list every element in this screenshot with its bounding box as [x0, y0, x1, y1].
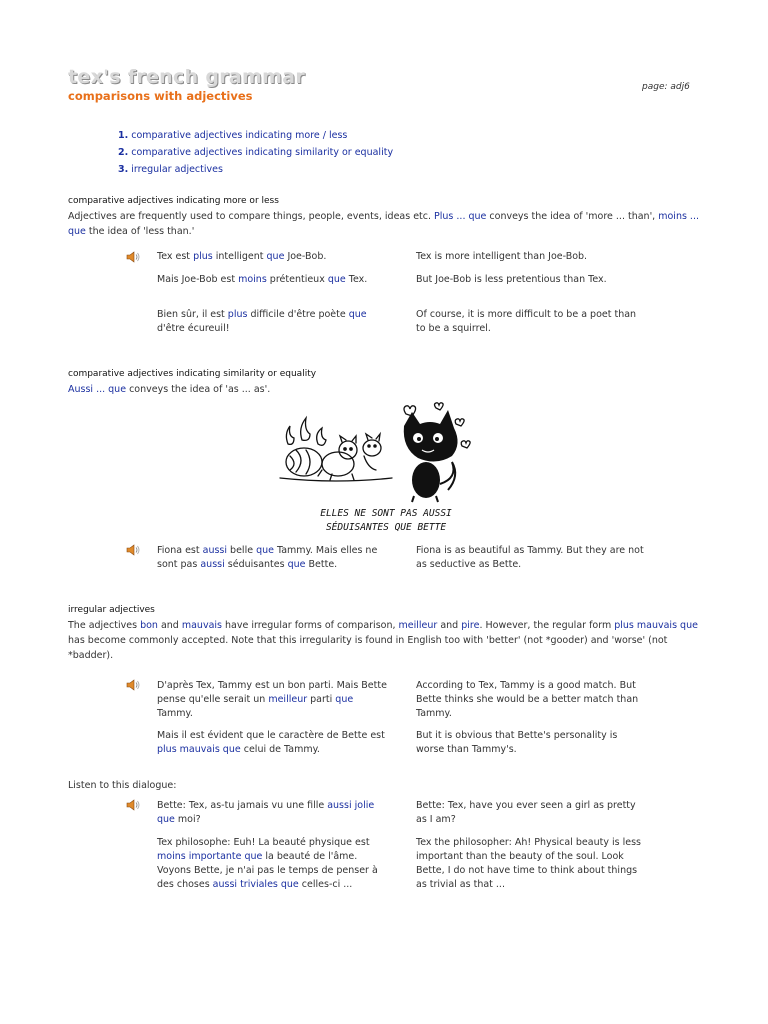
text-segment: Tammy. [157, 708, 193, 719]
example-french [157, 679, 387, 721]
highlighted-term: aussi [200, 559, 225, 570]
speaker-icon[interactable] [126, 679, 140, 691]
text-segment: belle [227, 545, 257, 556]
text-segment: séduisantes [224, 559, 288, 570]
highlighted-term: que [348, 309, 367, 320]
text-segment: conveys the idea of 'as ... as'. [126, 384, 271, 395]
toc-link[interactable]: comparative adjectives indicating similarity or equality [131, 147, 394, 158]
highlighted-term: que [327, 274, 346, 285]
text-segment: Mais il est évident que le caractère de Bette est [157, 730, 385, 741]
highlighted-term: que [335, 694, 354, 705]
example-french [157, 729, 387, 757]
text-segment: Adjectives are frequently used to compare things, people, events, ideas etc. [68, 211, 435, 222]
dialogue-intro: Listen to this dialogue: [68, 780, 177, 791]
section-intro-irregular [68, 618, 708, 663]
highlighted-term: que [266, 251, 285, 262]
highlighted-term: moins [238, 274, 267, 285]
example-french [157, 250, 387, 264]
toc-item[interactable]: 2. comparative adjectives indicating similarity or equality [118, 147, 394, 158]
cartoon-caption-line1: ELLES NE SONT PAS AUSSI [320, 508, 452, 519]
highlighted-term: moins importante que [157, 851, 263, 862]
section-heading-equality: comparative adjectives indicating similarity or equality [68, 369, 317, 379]
example-french [157, 836, 387, 892]
highlighted-term: Aussi ... que [68, 384, 127, 395]
speaker-icon[interactable] [126, 544, 140, 556]
example-english: Bette: Tex, have you ever seen a girl as pretty as I am? [416, 800, 636, 825]
highlighted-term: Plus ... que [434, 211, 487, 222]
text-segment: and [157, 620, 182, 631]
site-title: tex's french grammar [68, 66, 305, 88]
text-segment: Bien sûr, il est [157, 309, 228, 320]
toc-item[interactable]: 1. comparative adjectives indicating more / less [118, 130, 348, 141]
example-french [157, 308, 387, 336]
highlighted-term: plus [193, 251, 213, 262]
text-segment: parti [307, 694, 336, 705]
highlighted-term: meilleur [398, 620, 438, 631]
text-segment: la beauté de l'âme. Voyons Bette, je n'ai pas le temps de penser à des choses [157, 851, 378, 890]
highlighted-term: que [287, 559, 306, 570]
text-segment: difficile d'être poète [247, 309, 349, 320]
text-segment: celui de Tammy. [240, 744, 320, 755]
highlighted-term: que [256, 545, 274, 556]
example-english: Tex the philosopher: Ah! Physical beauty is less important than the beauty of the soul. Look Bette, I do not have time to think about things as trivial as that ... [416, 837, 641, 890]
text-segment: Bette: Tex, as-tu jamais vu une fille [157, 800, 328, 811]
text-segment: Mais Joe-Bob est [157, 274, 239, 285]
highlighted-term: bon [140, 620, 158, 631]
example-french [157, 799, 387, 827]
highlighted-term: plus mauvais que [157, 744, 241, 755]
highlighted-term: aussi jolie que [157, 800, 375, 825]
highlighted-term: pire [461, 620, 480, 631]
text-segment: conveys the idea of 'more ... than', [486, 211, 659, 222]
text-segment: Bette. [305, 559, 338, 570]
example-english: According to Tex, Tammy is a good match. But Bette thinks she would be a better match than Tammy. [416, 680, 639, 719]
page-reference: page: adj6 [642, 82, 690, 92]
section-heading-irregular: irregular adjectives [68, 605, 155, 615]
text-segment: prétentieux [266, 274, 328, 285]
text-segment: Joe-Bob. [284, 251, 327, 262]
text-segment: Tex. [345, 274, 368, 285]
section-heading-more-less: comparative adjectives indicating more or less [68, 196, 279, 206]
toc-link[interactable]: comparative adjectives indicating more / less [131, 130, 348, 141]
text-segment: . However, the regular form [479, 620, 615, 631]
example-english: Tex is more intelligent than Joe-Bob. [416, 251, 588, 262]
text-segment: has become commonly accepted. Note that this irregularity is found in English too with 'better' (not *gooder) and 'worse' (not *badder). [68, 635, 668, 661]
table-of-contents [118, 127, 393, 178]
example-english: But Joe-Bob is less pretentious than Tex. [416, 274, 607, 285]
speaker-icon[interactable] [126, 799, 140, 811]
text-segment: The adjectives [68, 620, 141, 631]
text-segment: Tex est [157, 251, 194, 262]
toc-link[interactable]: irregular adjectives [131, 164, 223, 175]
text-segment: Fiona est [157, 545, 203, 556]
text-segment: D'après Tex, Tammy est un bon parti. Mais Bette pense qu'elle serait un [157, 680, 387, 705]
text-segment: and [437, 620, 462, 631]
section-intro-equality [68, 382, 708, 397]
text-segment: moi? [174, 814, 201, 825]
text-segment: intelligent [212, 251, 267, 262]
page-subtitle: comparisons with adjectives [68, 89, 253, 103]
text-segment: celles-ci ... [298, 879, 353, 890]
cartoon-illustration [276, 398, 496, 538]
text-segment: Tammy. Mais elles ne sont pas [157, 545, 378, 570]
highlighted-term: meilleur [268, 694, 308, 705]
highlighted-term: aussi triviales que [212, 879, 299, 890]
highlighted-term: plus mauvais que [614, 620, 698, 631]
cartoon-caption-line2: SÉDUISANTES QUE BETTE [325, 522, 447, 533]
example-french [157, 544, 387, 572]
text-segment: have irregular forms of comparison, [222, 620, 399, 631]
text-segment: d'être écureuil! [157, 323, 230, 334]
highlighted-term: plus [227, 309, 248, 320]
text-segment: Tex philosophe: Euh! La beauté physique est [157, 837, 370, 848]
toc-item[interactable]: 3. irregular adjectives [118, 164, 223, 175]
text-segment: the idea of 'less than.' [85, 226, 195, 237]
highlighted-term: aussi [202, 545, 228, 556]
highlighted-term: moins ... que [68, 211, 699, 237]
highlighted-term: mauvais [181, 620, 222, 631]
section-intro-more-less [68, 209, 708, 239]
speaker-icon[interactable] [126, 251, 140, 263]
example-french [157, 273, 387, 287]
example-english: Fiona is as beautiful as Tammy. But they are not as seductive as Bette. [416, 545, 644, 570]
example-english: Of course, it is more difficult to be a poet than to be a squirrel. [416, 309, 637, 334]
example-english: But it is obvious that Bette's personality is worse than Tammy's. [416, 730, 618, 755]
